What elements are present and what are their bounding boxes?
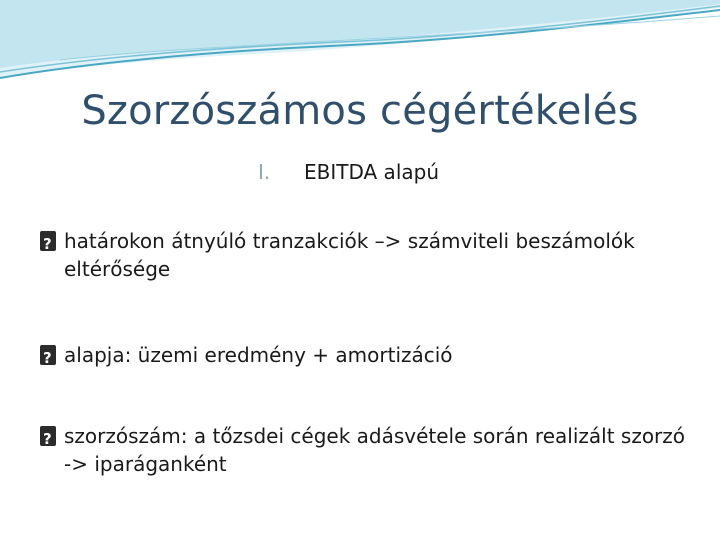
missing-glyph-bullet-icon [40, 426, 56, 446]
bullet-list [40, 227, 690, 478]
subtitle-text: EBITDA alapú [304, 160, 439, 184]
header-swoosh-decoration [0, 0, 720, 90]
missing-glyph-bullet-icon [40, 231, 56, 251]
bullet-item [40, 422, 690, 478]
missing-glyph-bullet-icon [40, 345, 56, 365]
list-number: I. [258, 160, 271, 184]
bullet-text: szorzószám: a tőzsdei cégek adásvétele során realizált szorzó -> iparáganként [64, 424, 686, 476]
bullet-text: határokon átnyúló tranzakciók –> számviteli beszámolók eltérősége [64, 229, 635, 281]
slide-title: Szorzószámos cégértékelés [81, 88, 639, 134]
bullet-item [40, 341, 690, 369]
bullet-text: alapja: üzemi eredmény + amortizáció [64, 343, 453, 367]
subtitle-list-item [258, 160, 439, 184]
bullet-item [40, 227, 690, 283]
